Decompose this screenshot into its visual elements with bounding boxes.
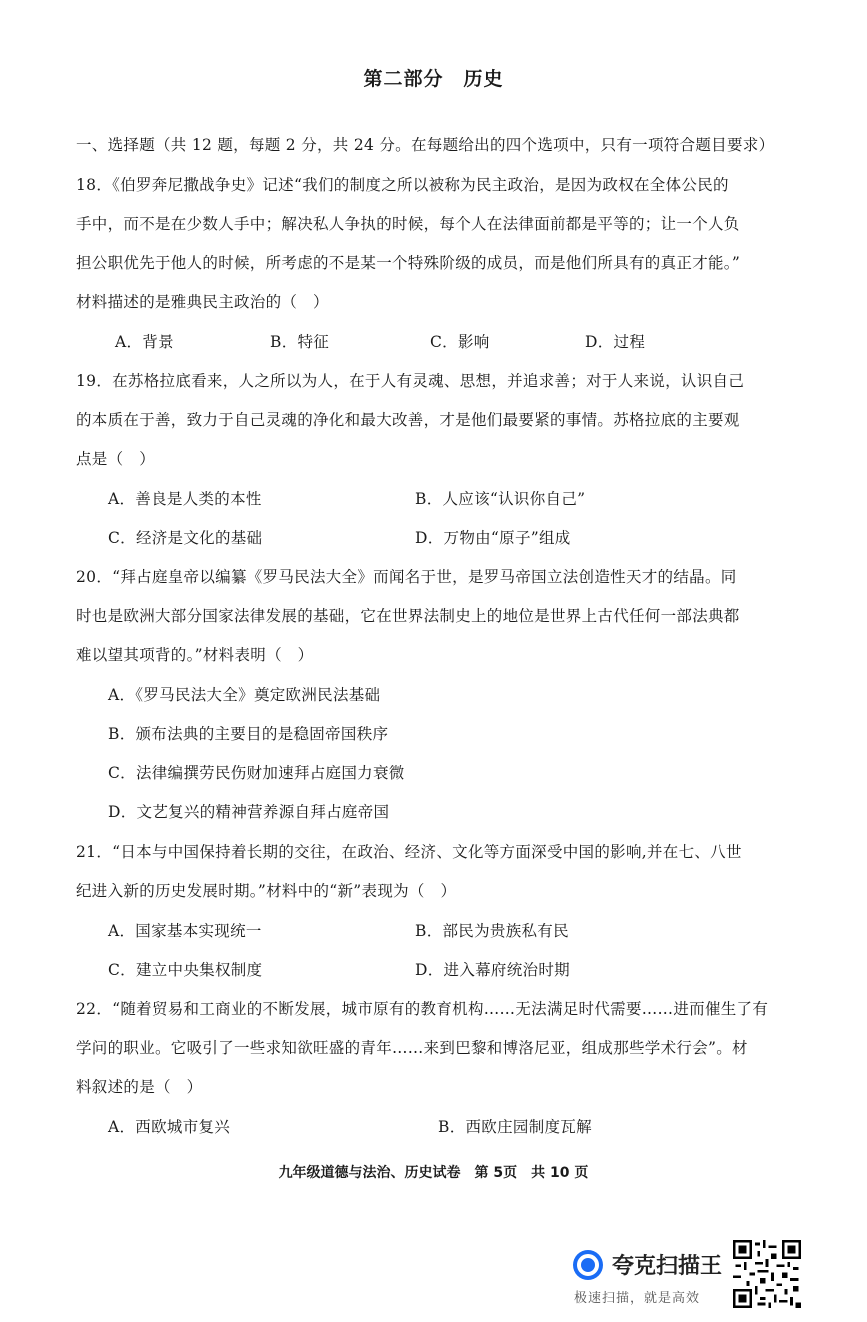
- q19-option-a: A．善良是人类的本性: [108, 490, 262, 508]
- q19-option-c: C．经济是文化的基础: [108, 529, 263, 547]
- question-22-line-3: 料叙述的是（ ）: [76, 1078, 203, 1096]
- question-20-line-2: 时也是欧洲大部分国家法律发展的基础，它在世界法制史上的地位是世界上古代任何一部法典都: [76, 607, 740, 625]
- scanner-slogan: 极速扫描，就是高效: [574, 1291, 701, 1306]
- q21-option-d: D．进入幕府统治时期: [415, 961, 570, 979]
- page-title: 第二部分 历史: [363, 68, 504, 90]
- question-19-line-2: 的本质在于善，致力于自己灵魂的净化和最大改善，才是他们最要紧的事情。苏格拉底的主要观: [76, 411, 740, 429]
- question-20-line-1: 20．“拜占庭皇帝以编纂《罗马民法大全》而闻名于世，是罗马帝国立法创造性天才的结晶。同: [76, 568, 737, 586]
- q18-option-c: C．影响: [430, 333, 490, 351]
- question-19-line-1: 19．在苏格拉底看来，人之所以为人，在于人有灵魂、思想，并追求善；对于人来说，认识自己: [76, 372, 745, 390]
- q20-option-c: C．法律编撰劳民伤财加速拜占庭国力衰微: [108, 764, 405, 782]
- question-21-line-1: 21．“日本与中国保持着长期的交往，在政治、经济、文化等方面深受中国的影响,并在七、八世: [76, 843, 742, 861]
- q19-option-d: D．万物由“原子”组成: [415, 529, 571, 547]
- question-22-line-2: 学问的职业。它吸引了一些求知欲旺盛的青年……来到巴黎和博洛尼亚，组成那些学术行会”。材: [76, 1039, 748, 1057]
- q18-option-a: A．背景: [115, 333, 174, 351]
- question-21-line-2: 纪进入新的历史发展时期。”材料中的“新”表现为（ ）: [76, 882, 457, 900]
- q21-option-b: B．部民为贵族私有民: [415, 922, 569, 940]
- q22-option-b: B．西欧庄园制度瓦解: [438, 1118, 592, 1136]
- q22-option-a: A．西欧城市复兴: [108, 1118, 231, 1136]
- question-19-line-3: 点是（ ）: [76, 450, 156, 468]
- q20-option-d: D．文艺复兴的精神营养源自拜占庭帝国: [108, 803, 390, 821]
- question-22-line-1: 22．“随着贸易和工商业的不断发展，城市原有的教育机构……无法满足时代需要……进而催生了有: [76, 1000, 769, 1018]
- q21-option-c: C．建立中央集权制度: [108, 961, 263, 979]
- scanner-logo-icon: [572, 1249, 604, 1281]
- question-18-line-2: 手中，而不是在少数人手中；解决私人争执的时候，每个人在法律面前都是平等的；让一个人负: [76, 215, 740, 233]
- q18-option-b: B．特征: [270, 333, 330, 351]
- q20-option-a: A．《罗马民法大全》奠定欧洲民法基础: [108, 686, 381, 704]
- page-footer: 九年级道德与法治、历史试卷 第 5页 共 10 页: [278, 1165, 589, 1181]
- question-18-line-4: 材料描述的是雅典民主政治的（ ）: [76, 293, 329, 311]
- q20-option-b: B．颁布法典的主要目的是稳固帝国秩序: [108, 725, 389, 743]
- q18-option-d: D．过程: [585, 333, 646, 351]
- qr-code-icon: [733, 1240, 801, 1308]
- q21-option-a: A．国家基本实现统一: [108, 922, 262, 940]
- question-18-line-1: 18．《伯罗奔尼撒战争史》记述“我们的制度之所以被称为民主政治，是因为政权在全体公民的: [76, 176, 729, 194]
- question-18-line-3: 担公职优先于他人的时候，所考虑的不是某一个特殊阶级的成员，而是他们所具有的真正才能。”: [76, 254, 741, 272]
- scanner-brand-name: 夸克扫描王: [612, 1254, 723, 1279]
- section-heading: 一、选择题（共 12 题，每题 2 分，共 24 分。在每题给出的四个选项中，只有一项符合题目要求）: [76, 136, 775, 154]
- q19-option-b: B．人应该“认识你自己”: [415, 490, 586, 508]
- question-20-line-3: 难以望其项背的。”材料表明（ ）: [76, 646, 314, 664]
